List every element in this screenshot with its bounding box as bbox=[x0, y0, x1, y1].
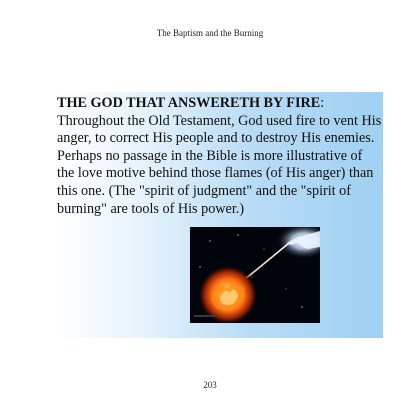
page-number: 203 bbox=[203, 380, 217, 390]
highlight-panel bbox=[52, 92, 383, 338]
fire-illustration bbox=[190, 227, 320, 323]
running-header: The Baptism and the Burning bbox=[156, 28, 264, 38]
panel-body-text: Throughout the Old Testament, God used fire to vent His anger, to correct His people and to destroy His enemies. Perhaps no passage in the Bible is more illustrative of the love motive behind those flames (of His anger) than this one. (The "spirit of judgment" and the "spirit of burning" are tools of His power.) bbox=[57, 112, 382, 217]
fire-illustration-art bbox=[190, 227, 320, 323]
panel-paragraph bbox=[57, 95, 383, 218]
panel-heading-colon: : bbox=[320, 95, 325, 111]
panel-heading: THE GOD THAT ANSWERETH BY FIRE bbox=[57, 95, 321, 111]
